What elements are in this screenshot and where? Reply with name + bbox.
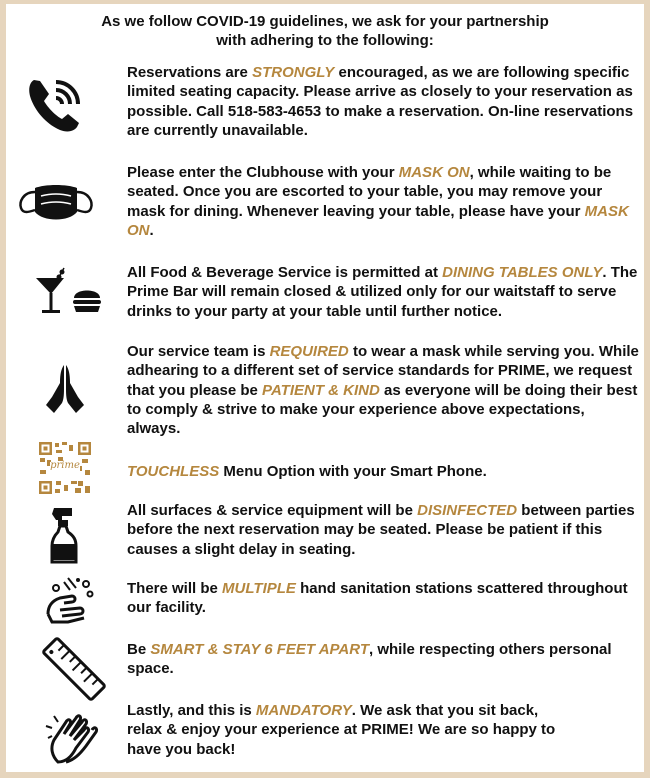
guideline-text: Please enter the Clubhouse with your MASK ON, while waiting to be seated. Once you are escorted to your table, you may remove your mask for dining. Whenever leaving your table, please have your MASK ON. [127, 164, 629, 239]
guideline-text: TOUCHLESS Menu Option with your Smart Phone. [127, 463, 487, 480]
guideline-text: All Food & Beverage Service is permitted at DINING TABLES ONLY. The Prime Bar will remain closed & utilized only for our waitstaff to serve drinks to your party at your table until further notice. [127, 264, 638, 320]
phone-icon [26, 74, 86, 134]
guideline-text: Lastly, and this is MANDATORY. We ask that you sit back, relax & enjoy your experience at PRIME! We are so happy to have you back! [127, 702, 556, 758]
guideline-text: There will be MULTIPLE hand sanitation stations scattered throughout our facility. [127, 580, 628, 617]
guideline-text: Reservations are STRONGLY encouraged, as we are following specific limited seating capacity. Please arrive as closely to your reservation as possible. Call 518-583-4653 to make a reservation. On-line reservations are currently unavailable. [127, 64, 634, 139]
guidelines-card [6, 4, 644, 772]
face-mask-icon [17, 182, 95, 226]
praying-hands-icon [44, 363, 86, 415]
title-line-2: with adhering to the following: [216, 32, 434, 49]
hand-washing-icon [42, 574, 94, 626]
clapping-hands-icon [44, 710, 104, 766]
qr-code-icon[interactable] [38, 441, 92, 495]
cocktail-burger-icon [34, 266, 104, 318]
page-title [6, 12, 644, 50]
guideline-text: All surfaces & service equipment will be DISINFECTED between parties before the next reservation may be seated. Please be patient if this causes a slight delay in seating. [127, 502, 635, 558]
guideline-text: Our service team is REQUIRED to wear a mask while serving you. While adhearing to a different set of service standards for PRIME, we request that you please be PATIENT & KIND as everyone will be doing their best to comply & strive to make your experience above expectations, always. [127, 343, 639, 438]
qr-brand-label: prime [50, 460, 80, 471]
title-line-1: As we follow COVID-19 guidelines, we ask for your partnership [101, 13, 549, 30]
guideline-text: Be SMART & STAY 6 FEET APART, while respecting others personal space. [127, 641, 612, 678]
ruler-icon [42, 637, 106, 701]
spray-bottle-icon [50, 506, 82, 564]
